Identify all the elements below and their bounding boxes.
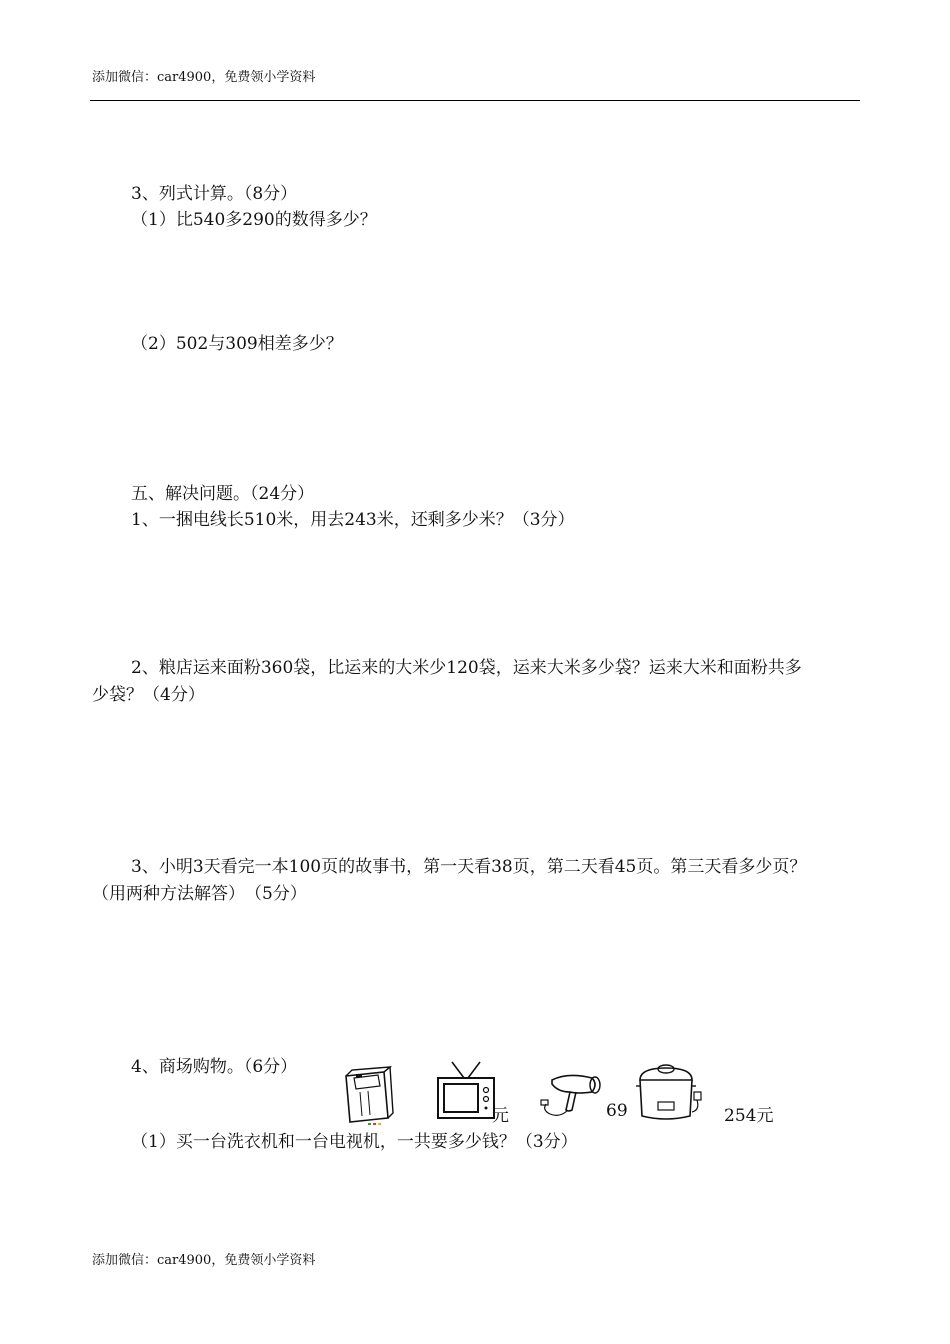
footer-note: 添加微信：car4900，免费领小学资料	[92, 1253, 316, 1268]
rice-cooker-icon	[634, 1060, 706, 1124]
hair-dryer-icon	[538, 1070, 606, 1124]
problem-4-question-1: （1）买一台洗衣机和一台电视机，一共要多少钱？（3分）	[131, 1132, 578, 1152]
problem-1: 1、一捆电线长510米，用去243米，还剩多少米？（3分）	[131, 510, 575, 530]
television-icon	[436, 1060, 498, 1122]
calc-question-2: （2）502与309相差多少？	[131, 334, 343, 354]
hair-dryer-price: 69	[606, 1101, 628, 1121]
washing-machine-icon	[338, 1066, 396, 1126]
calc-question-1: （1）比540多290的数得多少？	[131, 210, 377, 230]
problem-2-line1: 2、粮店运来面粉360袋，比运来的大米少120袋，运来大米多少袋？运来大米和面粉共多	[131, 658, 802, 678]
problem-3-line1: 3、小明3天看完一本100页的故事书，第一天看38页，第二天看45页。第三天看多少页？	[131, 857, 807, 877]
section5-title: 五、解决问题。（24分）	[131, 484, 315, 504]
rice-cooker-price: 254元	[724, 1106, 774, 1126]
problem-4-title: 4、商场购物。（6分）	[131, 1057, 298, 1077]
header-note: 添加微信：car4900，免费领小学资料	[92, 70, 316, 85]
header-divider	[90, 100, 860, 101]
tv-price: 元	[492, 1106, 509, 1126]
section-calc-title: 3、列式计算。（8分）	[131, 184, 298, 204]
problem-2-line2: 少袋？（4分）	[92, 685, 205, 705]
problem-3-line2: （用两种方法解答） （5分）	[92, 884, 307, 904]
